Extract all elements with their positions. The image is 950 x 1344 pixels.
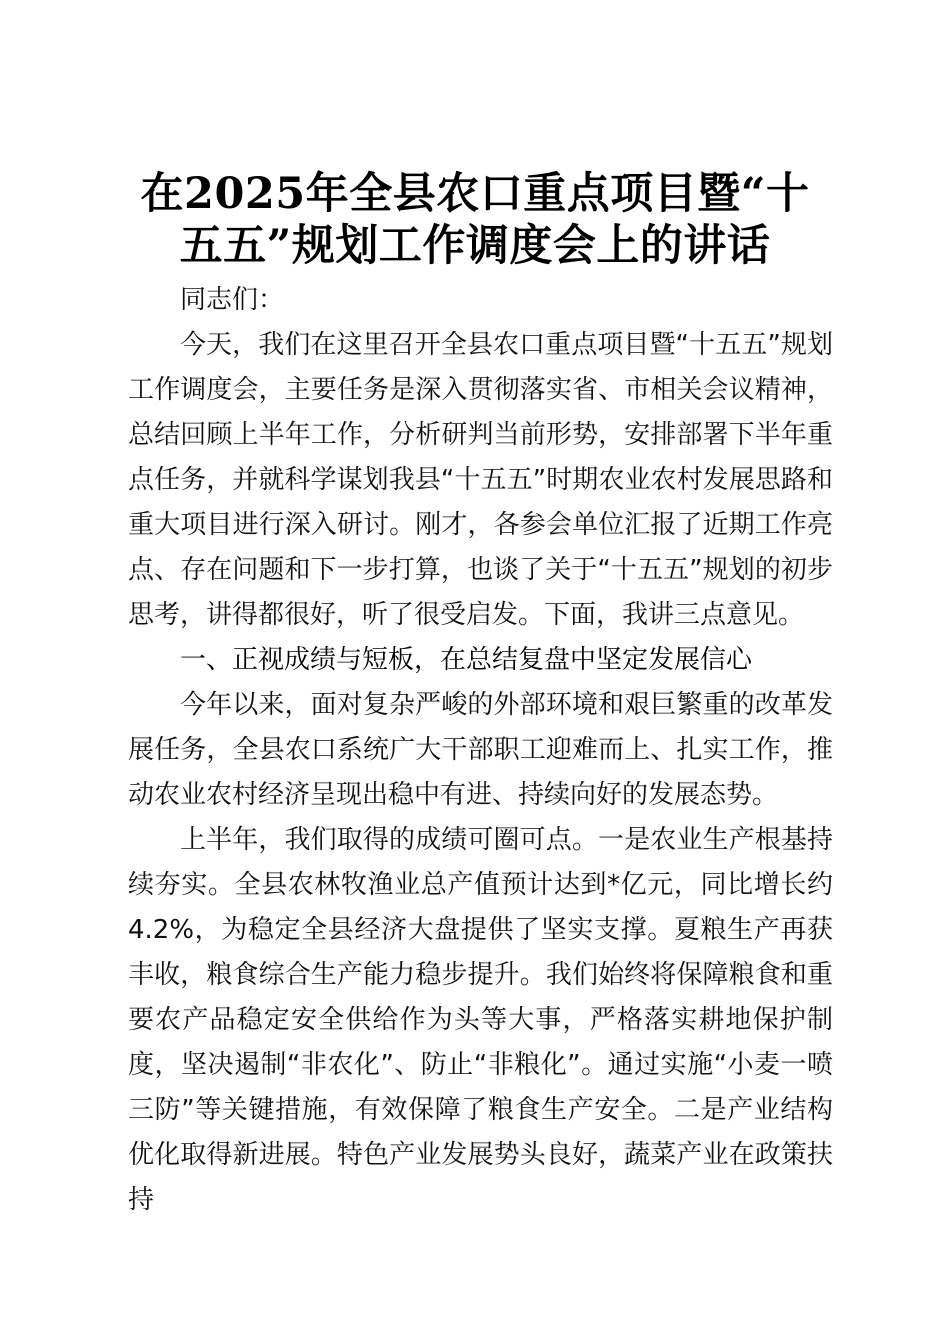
- paragraph: 上半年，我们取得的成绩可圈可点。一是农业生产根基持续夯实。全县农林牧渔业总产值预计达到*亿元，同比增长约4.2%，为稳定全县经济大盘提供了坚实支撑。夏粮生产再获丰收，粮食综合生产能力稳步提升。我们始终将保障粮食和重要农产品稳定安全供给作为头等大事，严格落实耕地保护制度，坚决遏制“非农化”、防止“非粮化”。通过实施“小麦一喷三防”等关键措施，有效保障了粮食生产安全。二是产业结构优化取得新进展。特色产业发展势头良好，蔬菜产业在政策扶持: [128, 825, 833, 1215]
- paragraph: 今年以来，面对复杂严峻的外部环境和艰巨繁重的改革发展任务，全县农口系统广大干部职工迎难而上、扎实工作，推动农业农村经济呈现出稳中有进、持续向好的发展态势。: [128, 690, 833, 810]
- document-body: [128, 278, 833, 1223]
- section-heading: 一、正视成绩与短板，在总结复盘中坚定发展信心: [180, 645, 753, 675]
- document-title: 在2025年全县农口重点项目暨“十五五”规划工作调度会上的讲话: [140, 169, 810, 271]
- paragraph-intro: 今天，我们在这里召开全县农口重点项目暨“十五五”规划工作调度会，主要任务是深入贯彻落实省、市相关会议精神，总结回顾上半年工作，分析研判当前形势，安排部署下半年重点任务，并就科学谋划我县“十五五”时期农业农村发展思路和重大项目进行深入研讨。刚才，各参会单位汇报了近期工作亮点、存在问题和下一步打算，也谈了关于“十五五”规划的初步思考，讲得都很好，听了很受启发。下面，我讲三点意见。: [128, 330, 833, 630]
- greeting: 同志们：: [180, 285, 285, 315]
